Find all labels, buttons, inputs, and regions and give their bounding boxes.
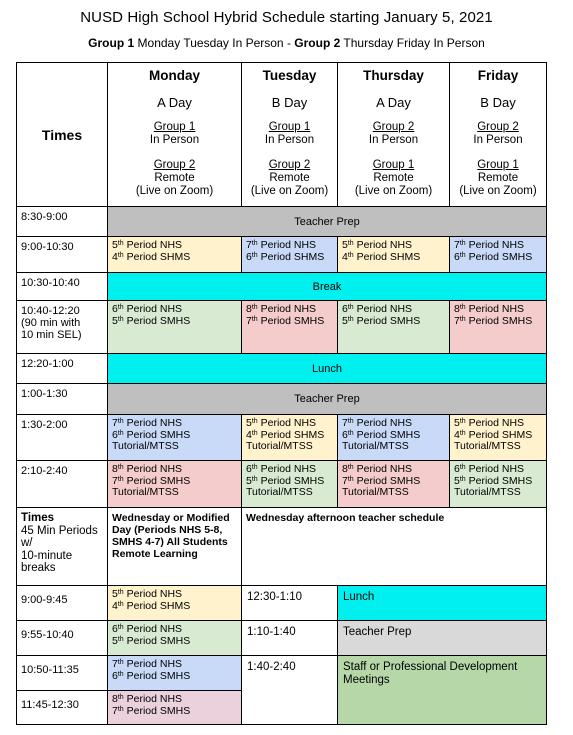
day-name: Friday: [477, 68, 519, 83]
remote-zoom: (Live on Zoom): [459, 185, 537, 197]
group2-text: Thursday Friday In Person: [340, 36, 485, 50]
wednesday-teacher-header: Wednesday afternoon teacher schedule: [242, 508, 547, 586]
remote-zoom: (Live on Zoom): [250, 185, 329, 197]
in-person-text: In Person: [264, 134, 315, 146]
ab-day: B Day: [271, 95, 308, 110]
day-name: Tuesday: [262, 68, 317, 83]
period-cell: 5th Period NHS 4th Period SHMS Tutorial/MTSS: [242, 415, 338, 461]
remote-text: Remote: [154, 172, 195, 184]
remote-group: Group 2: [153, 159, 196, 171]
time-cell: 10:40-12:20 (90 min with 10 min SEL): [17, 301, 108, 354]
in-person-group: Group 2: [372, 121, 415, 133]
row-wed-1: [17, 586, 547, 621]
row-wed-3: [17, 656, 547, 691]
row-period-block-3: [17, 415, 547, 461]
day-header-friday: [450, 63, 547, 207]
row-break: [17, 273, 547, 301]
wednesday-modified-header: Wednesday or Modified Day (Periods NHS 5-8, SMHS 4-7) All Students Remote Learning: [108, 508, 242, 586]
in-person-text: In Person: [473, 134, 523, 146]
wed-teacher-prep-cell: Teacher Prep: [338, 621, 547, 656]
time-cell: 9:00-10:30: [17, 237, 108, 273]
time-cell: 11:45-12:30: [17, 691, 108, 725]
remote-text: Remote: [373, 172, 414, 184]
period-cell: 8th Period NHS 7th Period SMHS: [450, 301, 547, 354]
time-cell: 8:30-9:00: [17, 207, 108, 237]
period-cell: 6th Period NHS 5th Period SMHS Tutorial/MTSS: [242, 461, 338, 508]
group1-text: Monday Tuesday In Person -: [134, 36, 295, 50]
teacher-time-cell: 1:40-2:40: [242, 656, 338, 725]
period-cell: 8th Period NHS 7th Period SMHS: [242, 301, 338, 354]
ab-day: B Day: [480, 95, 516, 110]
remote-group: Group 1: [477, 159, 519, 171]
teacher-time-cell: 12:30-1:10: [242, 586, 338, 621]
time-cell: 1:00-1:30: [17, 384, 108, 415]
teacher-time-cell: 1:10-1:40: [242, 621, 338, 656]
wed-staff-meetings-cell: Staff or Professional Development Meetings: [338, 656, 547, 725]
remote-text: Remote: [269, 172, 310, 184]
page-subtitle: [0, 36, 573, 50]
remote-group: Group 1: [372, 159, 415, 171]
header-row: [17, 63, 547, 207]
period-cell: 8th Period NHS 7th Period SMHS: [108, 691, 242, 725]
period-cell: 7th Period NHS 6th Period SHMS: [242, 237, 338, 273]
time-cell: 10:30-10:40: [17, 273, 108, 301]
schedule-table: [16, 62, 547, 725]
period-cell: 7th Period NHS 6th Period SMHS Tutorial/MTSS: [108, 415, 242, 461]
remote-zoom: (Live on Zoom): [354, 185, 433, 197]
row-teacher-prep-afternoon: [17, 384, 547, 415]
period-cell: 8th Period NHS 7th Period SMHS Tutorial/MTSS: [108, 461, 242, 508]
time-cell: 2:10-2:40: [17, 461, 108, 508]
period-cell: 5th Period NHS 4th Period SHMS Tutorial/MTSS: [450, 415, 547, 461]
lunch-cell: Lunch: [108, 354, 547, 384]
row-wednesday-header: [17, 508, 547, 586]
in-person-text: In Person: [149, 134, 200, 146]
times-header: Times: [17, 63, 108, 207]
period-cell: 7th Period NHS 6th Period SMHS: [108, 656, 242, 691]
day-header-monday: [108, 63, 242, 207]
in-person-text: In Person: [368, 134, 419, 146]
time-cell: 12:20-1:00: [17, 354, 108, 384]
time-cell: 9:00-9:45: [17, 586, 108, 621]
period-cell: 7th Period NHS 6th Period SMHS: [450, 237, 547, 273]
period-cell: 6th Period NHS 5th Period SMHS: [108, 621, 242, 656]
row-lunch: [17, 354, 547, 384]
period-cell: 5th Period NHS 4th Period SHMS: [108, 237, 242, 273]
time-cell: 10:50-11:35: [17, 656, 108, 691]
in-person-group: Group 2: [477, 121, 519, 133]
row-period-block-4: [17, 461, 547, 508]
period-cell: 6th Period NHS 5th Period SMHS: [108, 301, 242, 354]
teacher-prep-cell: Teacher Prep: [108, 384, 547, 415]
ab-day: A Day: [376, 95, 411, 110]
page-title: NUSD High School Hybrid Schedule starting January 5, 2021: [80, 9, 493, 26]
day-name: Monday: [148, 68, 200, 83]
period-cell: 6th Period NHS 5th Period SMHS Tutorial/MTSS: [450, 461, 547, 508]
row-period-block-1: [17, 237, 547, 273]
ab-day: A Day: [157, 95, 192, 110]
group2-label: Group 2: [294, 36, 341, 50]
period-cell: 6th Period NHS 5th Period SMHS: [338, 301, 450, 354]
remote-group: Group 2: [268, 159, 311, 171]
period-cell: 5th Period NHS 4th Period SHMS: [108, 586, 242, 621]
row-teacher-prep-morning: [17, 207, 547, 237]
teacher-prep-cell: Teacher Prep: [108, 207, 547, 237]
row-period-block-2: [17, 301, 547, 354]
wednesday-times-header: Times 45 Min Periods w/ 10-minute breaks: [17, 508, 108, 586]
period-cell: 8th Period NHS 7th Period SMHS Tutorial/MTSS: [338, 461, 450, 508]
day-header-thursday: [338, 63, 450, 207]
period-cell: 5th Period NHS 4th Period SHMS: [338, 237, 450, 273]
in-person-group: Group 1: [153, 121, 196, 133]
remote-zoom: (Live on Zoom): [135, 185, 214, 197]
wed-lunch-cell: Lunch: [338, 586, 547, 621]
day-name: Thursday: [363, 68, 424, 83]
row-wed-2: [17, 621, 547, 656]
time-cell: 9:55-10:40: [17, 621, 108, 656]
day-header-tuesday: [242, 63, 338, 207]
group1-label: Group 1: [88, 36, 135, 50]
remote-text: Remote: [477, 172, 519, 184]
in-person-group: Group 1: [268, 121, 311, 133]
break-cell: Break: [108, 273, 547, 301]
time-cell: 1:30-2:00: [17, 415, 108, 461]
period-cell: 7th Period NHS 6th Period SMHS Tutorial/MTSS: [338, 415, 450, 461]
